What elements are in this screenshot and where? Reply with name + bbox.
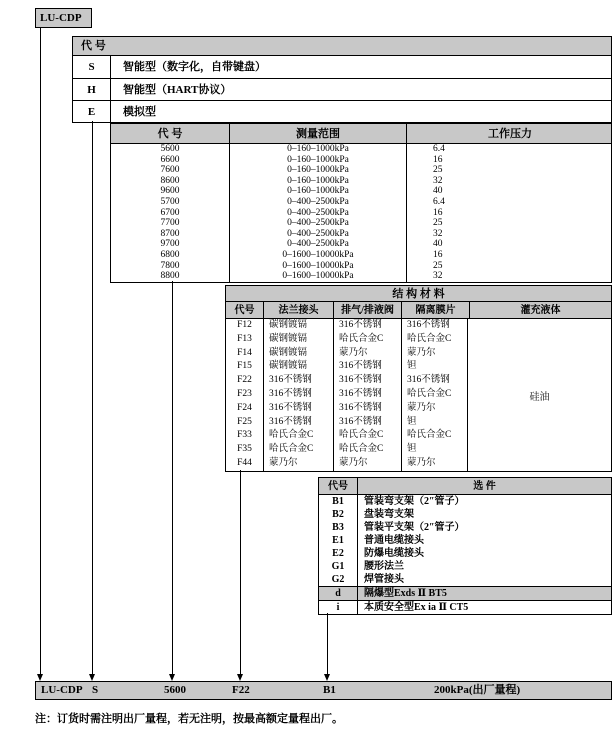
pressure-value: 6.4 bbox=[406, 144, 613, 155]
options-table-special-rows bbox=[319, 586, 611, 614]
option-code: G1 bbox=[331, 561, 345, 572]
range-value: 0–400–2500kPa bbox=[229, 239, 406, 250]
range-code: 8600 bbox=[160, 175, 180, 186]
material-code: F44 bbox=[237, 457, 252, 468]
flange-material: 哈氏合金C bbox=[263, 429, 333, 443]
material-code: F13 bbox=[237, 333, 252, 344]
material-code: F25 bbox=[237, 416, 252, 427]
option-special-row bbox=[319, 586, 611, 600]
connector-line-option bbox=[327, 613, 328, 674]
option-code: d bbox=[335, 588, 341, 599]
example-model: LU-CDP bbox=[41, 684, 83, 696]
pressure-value: 25 bbox=[406, 218, 613, 229]
range-code: 7700 bbox=[160, 218, 180, 229]
example-span: 200kPa(出厂量程) bbox=[434, 684, 521, 696]
vent-material: 316不锈钢 bbox=[333, 360, 401, 374]
option-special-row bbox=[319, 600, 611, 614]
range-row bbox=[111, 155, 611, 166]
material-code: F24 bbox=[237, 402, 252, 413]
range-code: 8700 bbox=[160, 228, 180, 239]
type-desc: 智能型（数字化，自带键盘） bbox=[123, 61, 266, 73]
model-title-box bbox=[35, 8, 92, 28]
option-desc: 腰形法兰 bbox=[357, 560, 611, 573]
option-desc: 管装平支架（2″管子） bbox=[357, 521, 611, 534]
type-row bbox=[73, 78, 611, 100]
range-value: 0–400–2500kPa bbox=[229, 218, 406, 229]
range-code: 5700 bbox=[160, 196, 180, 207]
range-table bbox=[110, 123, 612, 283]
option-desc: 防爆电缆接头 bbox=[357, 547, 611, 560]
material-code: F14 bbox=[237, 347, 252, 358]
range-value: 0–1600–10000kPa bbox=[229, 261, 406, 272]
arrow-down-icon bbox=[89, 674, 95, 681]
option-desc: 焊管接头 bbox=[357, 573, 611, 586]
vent-material: 蒙乃尔 bbox=[333, 457, 401, 471]
range-row bbox=[111, 165, 611, 176]
range-row bbox=[111, 197, 611, 208]
vent-material: 316不锈钢 bbox=[333, 416, 401, 430]
diaphragm-material: 316不锈钢 bbox=[401, 319, 469, 333]
option-code: E1 bbox=[332, 535, 344, 546]
range-value: 0–160–1000kPa bbox=[229, 155, 406, 166]
range-value: 0–160–1000kPa bbox=[229, 165, 406, 176]
diaphragm-material: 316不锈钢 bbox=[401, 374, 469, 388]
material-code: F33 bbox=[237, 430, 252, 441]
connector-line-model bbox=[40, 28, 41, 674]
range-code: 9700 bbox=[160, 239, 180, 250]
range-value: 0–160–1000kPa bbox=[229, 186, 406, 197]
range-value: 0–400–2500kPa bbox=[229, 229, 406, 240]
connector-line-material bbox=[240, 470, 241, 674]
range-table-header bbox=[111, 124, 611, 144]
flange-material: 碳钢镀镉 bbox=[263, 347, 333, 361]
pressure-value: 40 bbox=[406, 186, 613, 197]
diaphragm-material: 钽 bbox=[401, 443, 469, 457]
range-header-range: 测量范围 bbox=[229, 124, 406, 144]
flange-material: 316不锈钢 bbox=[263, 416, 333, 430]
option-code: B2 bbox=[332, 509, 344, 520]
range-code: 8800 bbox=[160, 271, 180, 282]
range-code: 5600 bbox=[160, 144, 180, 154]
material-code: F15 bbox=[237, 361, 252, 372]
range-code: 9600 bbox=[160, 186, 180, 197]
range-row bbox=[111, 218, 611, 229]
diaphragm-material: 蒙乃尔 bbox=[401, 347, 469, 361]
material-code: F22 bbox=[237, 375, 252, 386]
arrow-down-icon bbox=[237, 674, 243, 681]
pressure-value: 25 bbox=[406, 165, 613, 176]
options-header-option: 选 件 bbox=[357, 478, 611, 495]
range-row bbox=[111, 250, 611, 261]
range-value: 0–1600–10000kPa bbox=[229, 250, 406, 261]
option-row bbox=[319, 534, 611, 547]
diaphragm-material: 钽 bbox=[401, 360, 469, 374]
range-value: 0–1600–10000kPa bbox=[229, 271, 406, 282]
pressure-value: 32 bbox=[406, 176, 613, 187]
range-row bbox=[111, 271, 611, 282]
diaphragm-material: 钽 bbox=[401, 416, 469, 430]
option-desc: 管装弯支架（2″管子） bbox=[357, 495, 611, 508]
type-code: E bbox=[73, 101, 111, 123]
vent-material: 316不锈钢 bbox=[333, 402, 401, 416]
range-header-pressure: 工作压力 bbox=[406, 124, 613, 144]
material-table-header bbox=[226, 302, 611, 319]
example-type-code: S bbox=[92, 684, 99, 696]
pressure-value: 32 bbox=[406, 271, 613, 282]
option-code: B1 bbox=[332, 496, 344, 507]
type-table-rows bbox=[73, 56, 611, 122]
type-desc: 智能型（HART协议） bbox=[123, 84, 232, 96]
flange-material: 316不锈钢 bbox=[263, 388, 333, 402]
vent-material: 哈氏合金C bbox=[333, 429, 401, 443]
fill-liquid-cell: 硅油 bbox=[467, 319, 611, 471]
option-desc: 盘装弯支架 bbox=[357, 508, 611, 521]
options-table bbox=[318, 477, 612, 615]
range-row bbox=[111, 144, 611, 155]
flange-material: 碳钢镀镉 bbox=[263, 319, 333, 333]
diaphragm-material: 蒙乃尔 bbox=[401, 457, 469, 471]
range-row bbox=[111, 176, 611, 187]
pressure-value: 6.4 bbox=[406, 197, 613, 208]
arrow-down-icon bbox=[37, 674, 43, 681]
range-code: 6800 bbox=[160, 249, 180, 260]
range-row bbox=[111, 229, 611, 240]
option-row bbox=[319, 521, 611, 534]
material-code: F35 bbox=[237, 444, 252, 455]
option-row bbox=[319, 547, 611, 560]
type-row bbox=[73, 100, 611, 122]
material-header-fill: 灌充液体 bbox=[469, 302, 611, 319]
order-note: 注：订货时需注明出厂量程，若无注明，按最高额定量程出厂。 bbox=[35, 713, 343, 725]
vent-material: 316不锈钢 bbox=[333, 319, 401, 333]
range-row bbox=[111, 208, 611, 219]
flange-material: 碳钢镀镉 bbox=[263, 333, 333, 347]
range-code: 7600 bbox=[160, 165, 180, 176]
range-header-code: 代 号 bbox=[157, 128, 183, 140]
flange-material: 碳钢镀镉 bbox=[263, 360, 333, 374]
range-table-rows bbox=[111, 144, 611, 282]
pressure-value: 16 bbox=[406, 155, 613, 166]
flange-material: 哈氏合金C bbox=[263, 443, 333, 457]
option-desc: 本质安全型Ex ia Ⅱ CT5 bbox=[357, 601, 611, 615]
pressure-value: 16 bbox=[406, 250, 613, 261]
option-desc: 普通电缆接头 bbox=[357, 534, 611, 547]
connector-line-range bbox=[172, 281, 173, 674]
option-row bbox=[319, 508, 611, 521]
range-value: 0–160–1000kPa bbox=[229, 144, 406, 155]
range-value: 0–400–2500kPa bbox=[229, 197, 406, 208]
diaphragm-material: 哈氏合金C bbox=[401, 388, 469, 402]
vent-material: 316不锈钢 bbox=[333, 388, 401, 402]
arrow-down-icon bbox=[169, 674, 175, 681]
example-option-code: B1 bbox=[323, 684, 336, 696]
model-title: LU-CDP bbox=[40, 12, 82, 24]
type-desc: 模拟型 bbox=[123, 106, 156, 118]
option-code: E2 bbox=[332, 548, 344, 559]
vent-material: 哈氏合金C bbox=[333, 443, 401, 457]
example-order-bar bbox=[35, 681, 612, 700]
material-table bbox=[225, 285, 612, 472]
options-table-header bbox=[319, 478, 611, 495]
range-code: 7800 bbox=[160, 260, 180, 271]
connector-line-type bbox=[92, 121, 93, 674]
pressure-value: 16 bbox=[406, 208, 613, 219]
material-code: F23 bbox=[237, 388, 252, 399]
example-material-code: F22 bbox=[232, 684, 250, 696]
vent-material: 蒙乃尔 bbox=[333, 347, 401, 361]
diaphragm-material: 哈氏合金C bbox=[401, 429, 469, 443]
option-code: B3 bbox=[332, 522, 344, 533]
diaphragm-material: 蒙乃尔 bbox=[401, 402, 469, 416]
example-range-code: 5600 bbox=[164, 684, 186, 696]
option-row bbox=[319, 573, 611, 586]
material-header-vent: 排气/排液阀 bbox=[333, 302, 401, 319]
range-row bbox=[111, 261, 611, 272]
option-code: G2 bbox=[331, 574, 345, 585]
type-table bbox=[72, 36, 612, 123]
range-code: 6700 bbox=[160, 207, 180, 218]
type-table-header: 代 号 bbox=[73, 37, 611, 56]
pressure-value: 40 bbox=[406, 239, 613, 250]
material-header-diaphragm: 隔离膜片 bbox=[401, 302, 469, 319]
range-value: 0–400–2500kPa bbox=[229, 208, 406, 219]
range-code: 6600 bbox=[160, 154, 180, 165]
flange-material: 蒙乃尔 bbox=[263, 457, 333, 471]
option-row bbox=[319, 495, 611, 508]
material-header-flange: 法兰接头 bbox=[263, 302, 333, 319]
pressure-value: 32 bbox=[406, 229, 613, 240]
flange-material: 316不锈钢 bbox=[263, 402, 333, 416]
option-code: i bbox=[336, 602, 340, 613]
diaphragm-material: 哈氏合金C bbox=[401, 333, 469, 347]
arrow-down-icon bbox=[324, 674, 330, 681]
vent-material: 316不锈钢 bbox=[333, 374, 401, 388]
option-desc: 隔爆型Exds Ⅱ BT5 bbox=[357, 587, 611, 601]
range-value: 0–160–1000kPa bbox=[229, 176, 406, 187]
material-table-body bbox=[226, 319, 611, 471]
options-header-code: 代号 bbox=[328, 481, 348, 492]
type-row bbox=[73, 56, 611, 78]
type-code: S bbox=[73, 56, 111, 78]
material-table-title: 结 构 材 料 bbox=[226, 286, 611, 302]
option-row bbox=[319, 560, 611, 573]
pressure-value: 25 bbox=[406, 261, 613, 272]
material-code: F12 bbox=[237, 320, 252, 330]
vent-material: 哈氏合金C bbox=[333, 333, 401, 347]
options-table-rows bbox=[319, 495, 611, 586]
flange-material: 316不锈钢 bbox=[263, 374, 333, 388]
range-row bbox=[111, 186, 611, 197]
range-row bbox=[111, 239, 611, 250]
type-code: H bbox=[73, 79, 111, 101]
material-header-code: 代号 bbox=[234, 305, 255, 316]
